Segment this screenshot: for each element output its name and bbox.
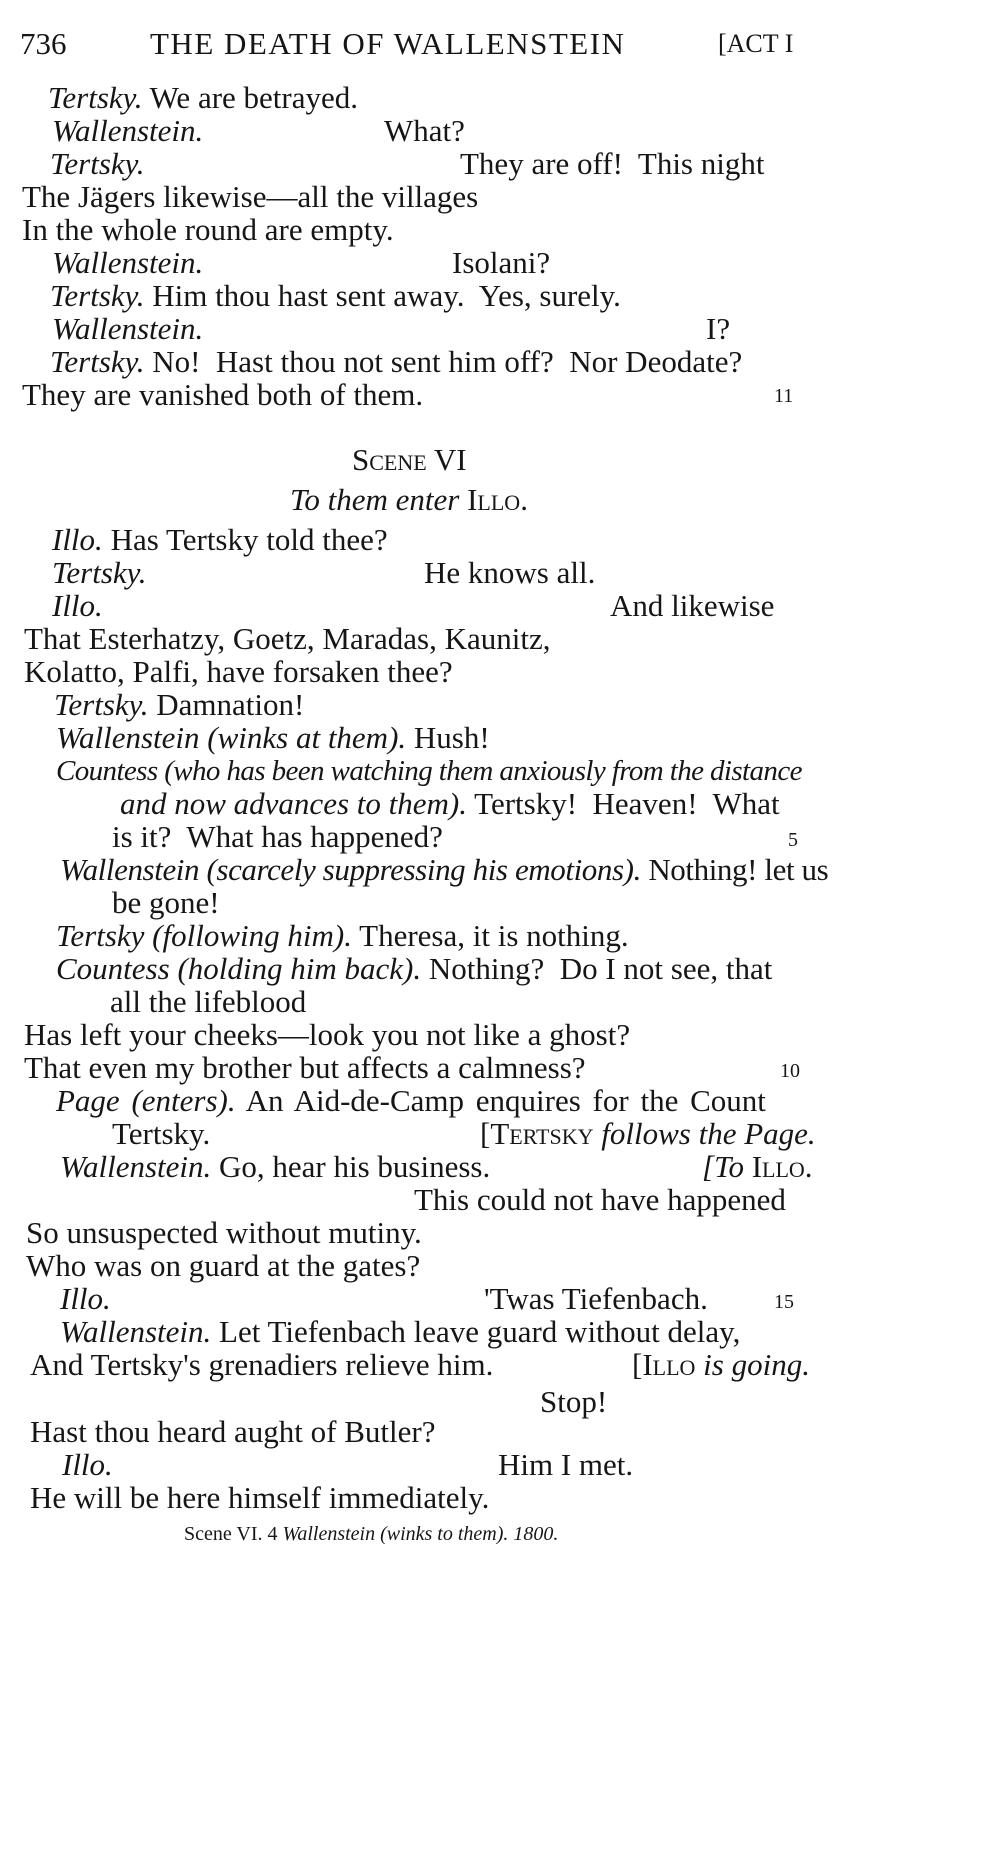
verse-text: Nothing? Do I not see, that	[428, 951, 773, 986]
verse-text: And Tertsky's grenadiers relieve him.	[30, 1347, 494, 1382]
verse-text: Theresa, it is nothing.	[359, 918, 629, 953]
stage-direction-text: [To	[702, 1149, 744, 1184]
speaker-name: Wallenstein.	[60, 1314, 212, 1349]
footnote	[184, 1522, 558, 1546]
verse-text: What?	[384, 113, 465, 148]
act-marker: [ACT I	[718, 29, 794, 58]
stage-direction-text: is going.	[703, 1347, 810, 1382]
running-title: THE DEATH OF WALLENSTEIN	[150, 26, 626, 61]
verse-text: is it? What has happened?	[112, 819, 443, 854]
speaker-name: Wallenstein.	[52, 245, 204, 280]
character-name: [Illo	[632, 1347, 696, 1382]
verse-line	[56, 918, 629, 954]
scene-heading	[352, 442, 467, 478]
verse-text: Tertsky.	[112, 1116, 211, 1151]
stage-direction	[290, 482, 528, 518]
speaker-name: Page	[56, 1083, 120, 1118]
stage-direction-text: (winks at them).	[207, 720, 407, 755]
verse-text: Hast thou heard aught of Butler?	[30, 1414, 436, 1449]
stage-direction	[632, 1347, 810, 1383]
footnote-speaker: Wallenstein	[282, 1523, 376, 1545]
stage-direction	[702, 1149, 813, 1185]
verse-line	[56, 720, 490, 756]
verse-line	[56, 753, 802, 789]
character-name: [Tertsky	[480, 1116, 594, 1151]
verse-line	[50, 344, 742, 380]
verse-text: In the whole round are empty.	[22, 212, 394, 247]
verse-text: And likewise	[610, 588, 775, 623]
verse-line	[48, 80, 358, 116]
stage-direction-text: To them enter	[290, 482, 460, 517]
stage-direction-text: (who has been watching them anxiously from the distance	[164, 755, 802, 787]
footnote-direction: (winks to them).	[380, 1523, 509, 1545]
speaker-name: Wallenstein.	[52, 113, 204, 148]
verse-line	[60, 852, 828, 888]
verse-line	[50, 278, 621, 314]
footnote-line-ref: 4	[267, 1523, 278, 1545]
speaker-name: Tertsky.	[54, 687, 149, 722]
page-number: 736	[20, 26, 67, 61]
line-number: 10	[780, 1060, 800, 1082]
speaker-name: Wallenstein.	[52, 311, 204, 346]
stage-direction-text: (following him).	[152, 918, 352, 953]
verse-line	[54, 687, 304, 723]
verse-text: The Jägers likewise—all the villages	[22, 179, 479, 214]
speaker-name: Countess	[56, 755, 158, 787]
verse-text: Tertsky! Heaven! What	[474, 786, 780, 821]
line-number: 11	[774, 385, 794, 407]
verse-text: I?	[706, 311, 731, 346]
verse-text: They are vanished both of them.	[22, 377, 424, 412]
scene-heading-number: VI	[433, 442, 467, 477]
verse-text: He will be here himself immediately.	[30, 1480, 490, 1515]
stage-direction-text: (enters).	[131, 1083, 236, 1118]
stage-direction-text: and now advances to them).	[120, 786, 467, 821]
verse-text: Let Tiefenbach leave guard without delay,	[219, 1314, 741, 1349]
verse-text: This could not have happened	[414, 1182, 786, 1217]
verse-text: Isolani?	[452, 245, 551, 280]
speaker-name: Tertsky.	[50, 146, 145, 181]
verse-text: be gone!	[112, 885, 220, 920]
verse-text: Who was on guard at the gates?	[26, 1248, 421, 1283]
verse-text: That Esterhatzy, Goetz, Maradas, Kaunitz,	[24, 621, 551, 656]
verse-text: Has left your cheeks—look you not like a ghost?	[24, 1017, 631, 1052]
character-name: Illo.	[751, 1149, 813, 1184]
stage-direction-text: follows the Page.	[601, 1116, 816, 1151]
verse-text: Nothing! let us	[648, 852, 829, 887]
verse-line	[56, 951, 772, 987]
verse-text: He knows all.	[424, 555, 596, 590]
speaker-name: Tertsky.	[48, 80, 143, 115]
speaker-name: Illo.	[60, 1281, 111, 1316]
verse-text: They are off! This night	[460, 146, 765, 181]
footnote-prefix: Scene VI.	[184, 1523, 263, 1545]
speaker-name: Illo.	[52, 522, 103, 557]
stage-direction	[480, 1116, 816, 1152]
footnote-year: 1800.	[513, 1523, 559, 1545]
verse-text: Him thou hast sent away. Yes, surely.	[152, 278, 621, 313]
verse-text: An Aid-de-Camp enquires for the Count	[245, 1083, 766, 1118]
line-number: 5	[788, 829, 798, 851]
speaker-name: Tertsky.	[50, 344, 145, 379]
verse-text: Has Tertsky told thee?	[110, 522, 388, 557]
verse-line	[120, 786, 780, 822]
verse-text: Kolatto, Palfi, have forsaken thee?	[24, 654, 453, 689]
verse-text: No! Hast thou not sent him off? Nor Deodate?	[152, 344, 743, 379]
verse-line	[52, 522, 388, 558]
speaker-name: Tertsky.	[52, 555, 147, 590]
verse-text: Hush!	[413, 720, 490, 755]
speaker-name: Wallenstein.	[60, 1149, 212, 1184]
verse-line	[60, 1314, 740, 1350]
verse-text: That even my brother but affects a calmness?	[24, 1050, 586, 1085]
character-name: Illo.	[467, 482, 528, 517]
stage-direction-text: (scarcely suppressing his emotions).	[206, 852, 641, 887]
speaker-name: Countess	[56, 951, 170, 986]
speaker-name: Illo.	[62, 1447, 113, 1482]
stage-direction-text: (holding him back).	[177, 951, 422, 986]
speaker-name: Tertsky	[56, 918, 145, 953]
line-number: 15	[774, 1291, 794, 1313]
speaker-name: Wallenstein	[60, 852, 200, 887]
verse-text: So unsuspected without mutiny.	[26, 1215, 422, 1250]
verse-text: all the lifeblood	[110, 984, 307, 1019]
verse-text: 'Twas Tiefenbach.	[484, 1281, 708, 1316]
speaker-name: Illo.	[52, 588, 103, 623]
verse-text: We are betrayed.	[149, 80, 358, 115]
speaker-name: Wallenstein	[56, 720, 200, 755]
verse-text: Go, hear his business.	[219, 1149, 491, 1184]
verse-line	[60, 1149, 490, 1185]
verse-text: Stop!	[540, 1384, 608, 1419]
speaker-name: Tertsky.	[50, 278, 145, 313]
verse-line	[56, 1083, 766, 1119]
verse-text: Damnation!	[156, 687, 305, 722]
verse-text: Him I met.	[498, 1447, 634, 1482]
scene-heading-word: Scene	[352, 442, 427, 477]
